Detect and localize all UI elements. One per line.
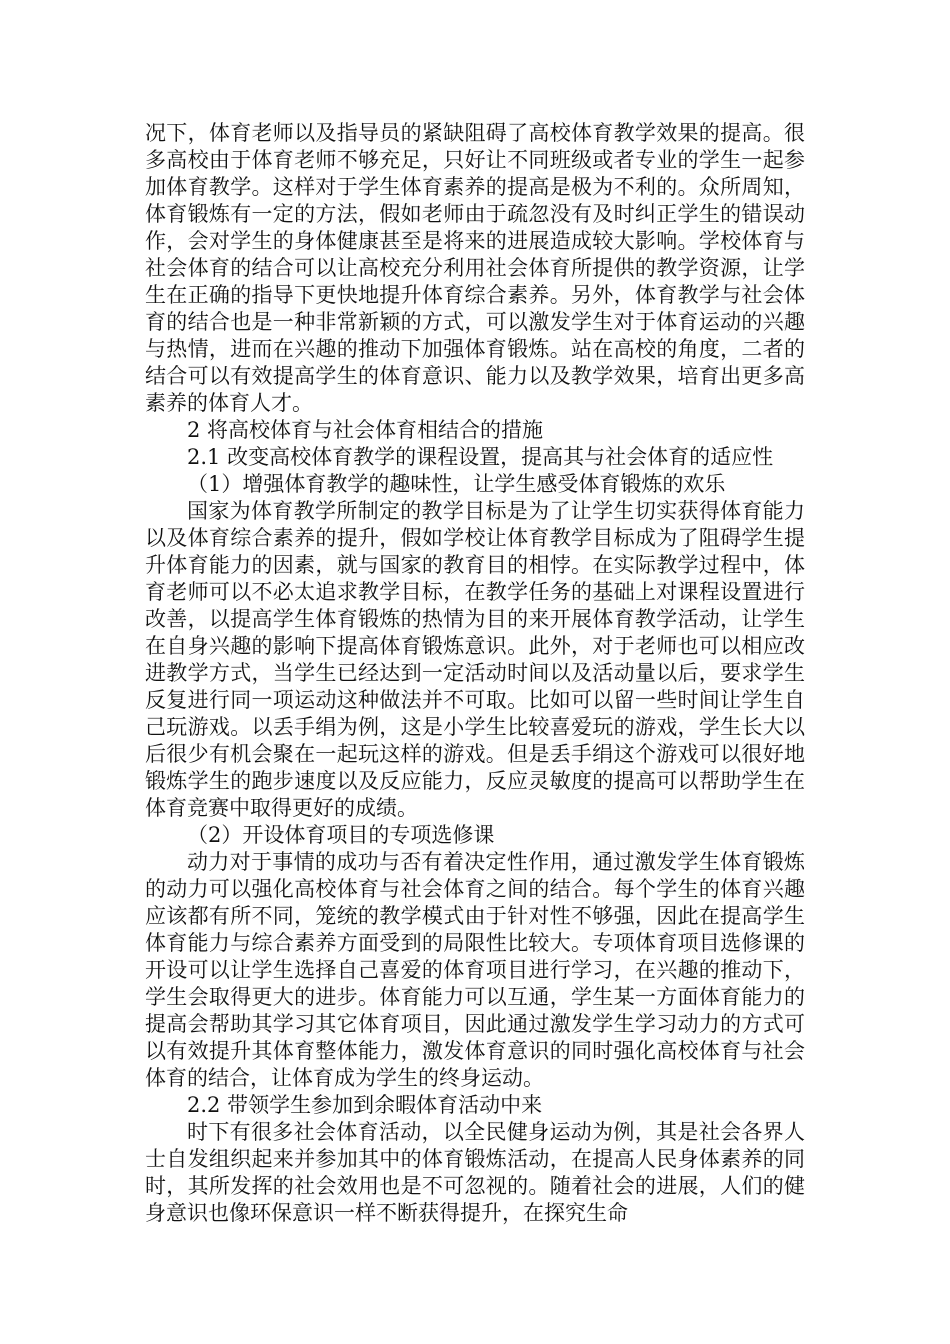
subsection-heading-2-2: 2.2 带领学生参加到余暇体育活动中来 — [187, 1093, 543, 1117]
document-page — [145, 120, 805, 1227]
subsection-heading-2-1: 2.1 改变高校体育教学的课程设置，提高其与社会体育的适应性 — [187, 445, 774, 469]
paragraph-body: 况下，体育老师以及指导员的紧缺阻碍了高校体育教学效果的提高。很多高校由于体育老师不够充足，只好让不同班级或者专业的学生一起参加体育教学。这样对于学生体育素养的提高是极为不利的。众所周知，体育锻炼有一定的方法，假如老师由于疏忽没有及时纠正学生的错误动作，会对学生的身体健康甚至是将来的进展造成较大影响。学校体育与社会体育的结合可以让高校充分利用社会体育所提供的教学资源，让学生在正确的指导下更快地提升体育综合素养。另外，体育教学与社会体育的结合也是一种非常新颖的方式，可以激发学生对于体育运动的兴趣与热情，进而在兴趣的推动下加强体育锻炼。站在高校的角度，二者的结合可以有效提高学生的体育意识、能力以及教学效果，培育出更多高素养的体育人才。 — [145, 121, 805, 415]
paragraph-body: 国家为体育教学所制定的教学目标是为了让学生切实获得体育能力以及体育综合素养的提升，假如学校让体育教学目标成为了阻碍学生提升体育能力的因素，就与国家的教育目的相悖。在实际教学过程中，体育老师可以不必太追求教学目标，在教学任务的基础上对课程设置进行改善，以提高学生体育锻炼的热情为目的来开展体育教学活动，让学生在自身兴趣的影响下提高体育锻炼意识。此外，对于老师也可以相应改进教学方式，当学生已经达到一定活动时间以及活动量以后，要求学生反复进行同一项运动这种做法并不可取。比如可以留一些时间让学生自己玩游戏。以丢手绢为例，这是小学生比较喜爱玩的游戏，学生长大以后很少有机会聚在一起玩这样的游戏。但是丢手绢这个游戏可以很好地锻炼学生的跑步速度以及反应能力，反应灵敏度的提高可以帮助学生在体育竞赛中取得更好的成绩。 — [145, 499, 805, 820]
section-heading-2: 2 将高校体育与社会体育相结合的措施 — [187, 418, 544, 442]
item-heading-2: （2）开设体育项目的专项选修课 — [187, 823, 495, 847]
item-heading-1: （1）增强体育教学的趣味性，让学生感受体育锻炼的欢乐 — [187, 472, 726, 496]
paragraph-body: 动力对于事情的成功与否有着决定性作用，通过激发学生体育锻炼的动力可以强化高校体育与社会体育之间的结合。每个学生的体育兴趣应该都有所不同，笼统的教学模式由于针对性不够强，因此在提高学生体育能力与综合素养方面受到的局限性比较大。专项体育项目选修课的开设可以让学生选择自己喜爱的体育项目进行学习，在兴趣的推动下，学生会取得更大的进步。体育能力可以互通，学生某一方面体育能力的提高会帮助其学习其它体育项目，因此通过激发学生学习动力的方式可以有效提升其体育整体能力，激发体育意识的同时强化高校体育与社会体育的结合，让体育成为学生的终身运动。 — [145, 850, 805, 1090]
paragraph-body: 时下有很多社会体育活动，以全民健身运动为例，其是社会各界人士自发组织起来并参加其中的体育锻炼活动，在提高人民身体素养的同时，其所发挥的社会效用也是不可忽视的。随着社会的进展，人们的健身意识也像环保意识一样不断获得提升，在探究生命 — [145, 1120, 805, 1225]
